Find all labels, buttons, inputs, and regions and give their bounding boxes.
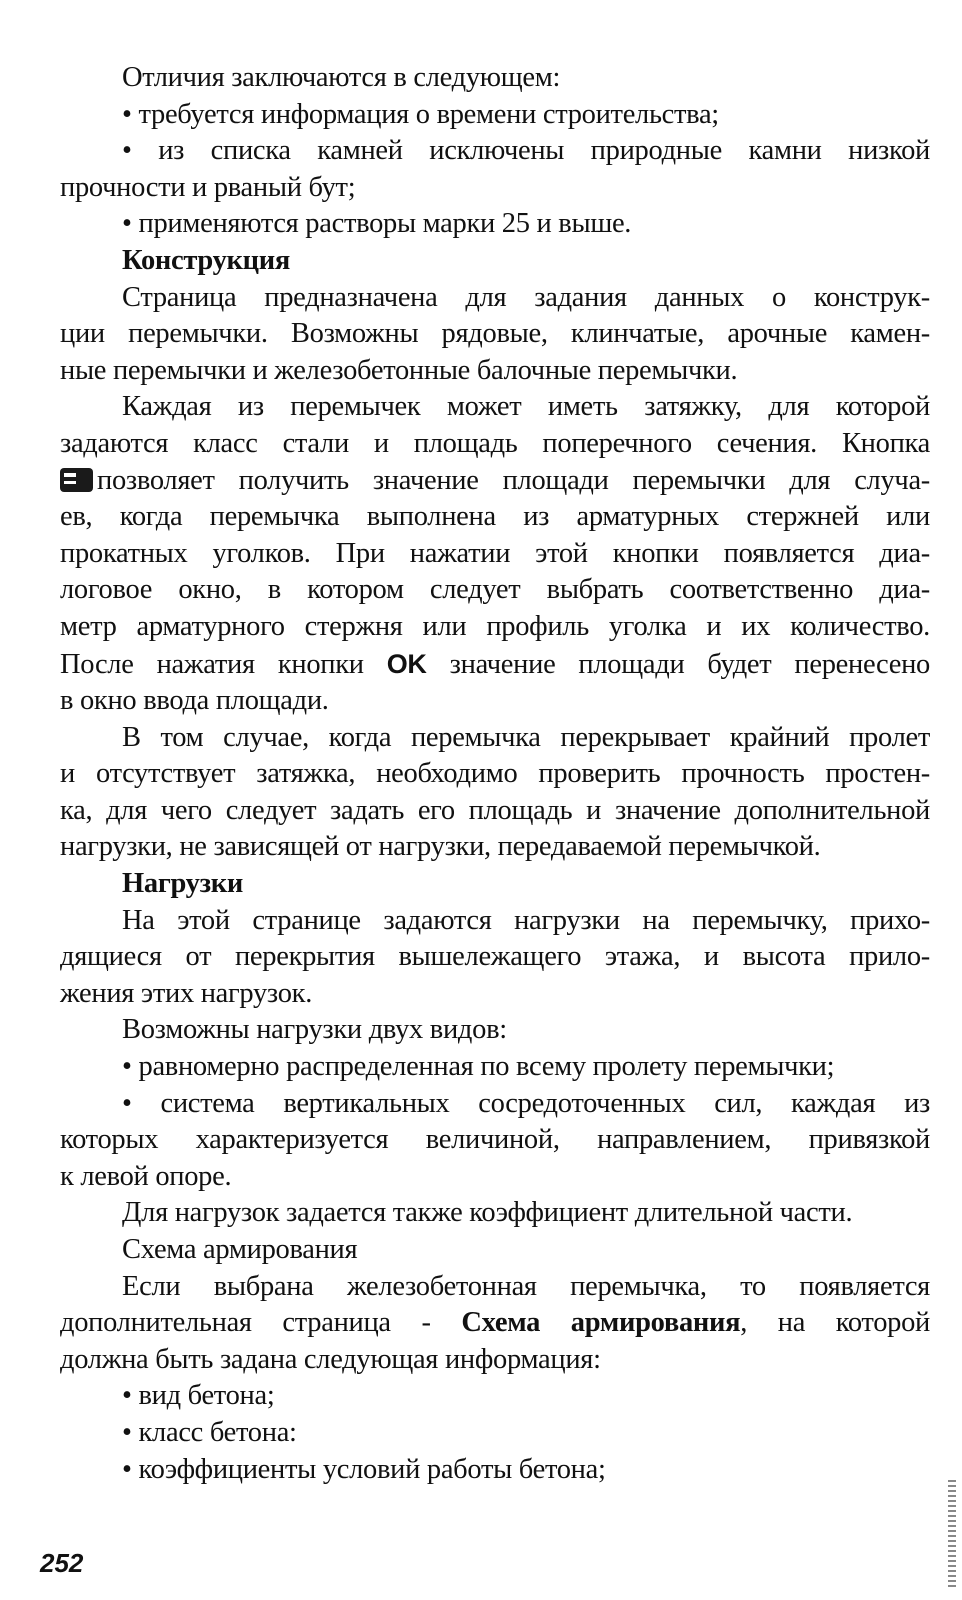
section-heading-reinforcement: Схема армирования [122,1234,358,1265]
text-line: Отличия заключаются в следующем: [122,62,561,93]
scan-edge-mark [948,1480,956,1590]
text-line: На этой странице задаются нагрузки на перемычку, прихо- [122,904,930,936]
text-fragment: позволяет получить значение площади перемычки для случа- [97,464,930,496]
text-line: ции перемычки. Возможны рядовые, клинчатые, арочные камен- [60,318,930,350]
text-line: Если выбрана железобетонная перемычка, то появляется [122,1270,930,1302]
list-item: • вид бетона; [122,1380,275,1412]
text-line: которых характеризуется величиной, направлением, привязкой [60,1124,930,1156]
text-line: в окно ввода площади. [60,685,329,717]
text-line: дящиеся от перекрытия вышележащего этажа, и высота прило- [60,941,930,973]
text-line: к левой опоре. [60,1160,232,1192]
text-line [60,1305,930,1342]
reinforcement-page-name: Схема армирования [461,1307,741,1339]
text-line: и отсутствует затяжка, необходимо проверить прочность простен- [60,758,930,790]
text-line: ка, для чего следует задать его площадь и значение дополнительной [60,794,930,826]
text-line: Для нагрузок задается также коэффициент длительной части. [122,1197,853,1229]
list-item: • система вертикальных сосредоточенных сил, каждая из [122,1087,930,1119]
text-line: должна быть задана следующая информация: [60,1343,601,1375]
text-fragment: дополнительная страница - [60,1307,462,1339]
text-fragment: , на которой [740,1307,931,1339]
list-item: • равномерно распределенная по всему пролету перемычки; [122,1051,835,1083]
list-item: • класс бетона: [122,1416,297,1448]
text-line: Возможны нагрузки двух видов: [122,1014,507,1046]
list-item: • применяются растворы марки 25 и выше. [122,208,632,240]
text-fragment: значение площади будет перенесено [426,648,930,680]
page-number: 252 [40,1548,84,1578]
text-line [60,646,930,684]
text-line: прокатных уголков. При нажатии этой кнопки появляется диа- [60,537,930,569]
area-calculator-button-icon [60,468,93,492]
text-line [60,463,930,500]
text-line: Каждая из перемычек может иметь затяжку, для которой [122,391,930,423]
text-line: ев, когда перемычка выполнена из арматурных стержней или [60,501,930,533]
list-item: • требуется информация о времени строительства; [122,98,719,130]
text-line: прочности и рваный бут; [60,171,356,203]
text-line: Страница предназначена для задания данных о конструк- [122,281,930,313]
ok-button-label: OK [386,648,427,679]
list-item: • коэффициенты условий работы бетона; [122,1453,606,1485]
text-line: В том случае, когда перемычка перекрывает крайний пролет [122,721,930,753]
text-line: нагрузки, не зависящей от нагрузки, передаваемой перемычкой. [60,831,821,863]
text-line: логовое окно, в котором следует выбрать соответственно диа- [60,574,930,606]
text-line: задаются класс стали и площадь поперечного сечения. Кнопка [60,427,930,459]
text-fragment: После нажатия кнопки [60,648,387,680]
section-heading-loads: Нагрузки [122,868,243,900]
list-item: • из списка камней исключены природные камни низкой [122,135,930,167]
text-line: жения этих нагрузок. [60,977,313,1009]
text-line: ные перемычки и железобетонные балочные перемычки. [60,354,738,386]
text-line: метр арматурного стержня или профиль уголка и их количество. [60,610,930,642]
section-heading-construction: Конструкция [122,244,291,276]
page-text [60,60,930,1488]
